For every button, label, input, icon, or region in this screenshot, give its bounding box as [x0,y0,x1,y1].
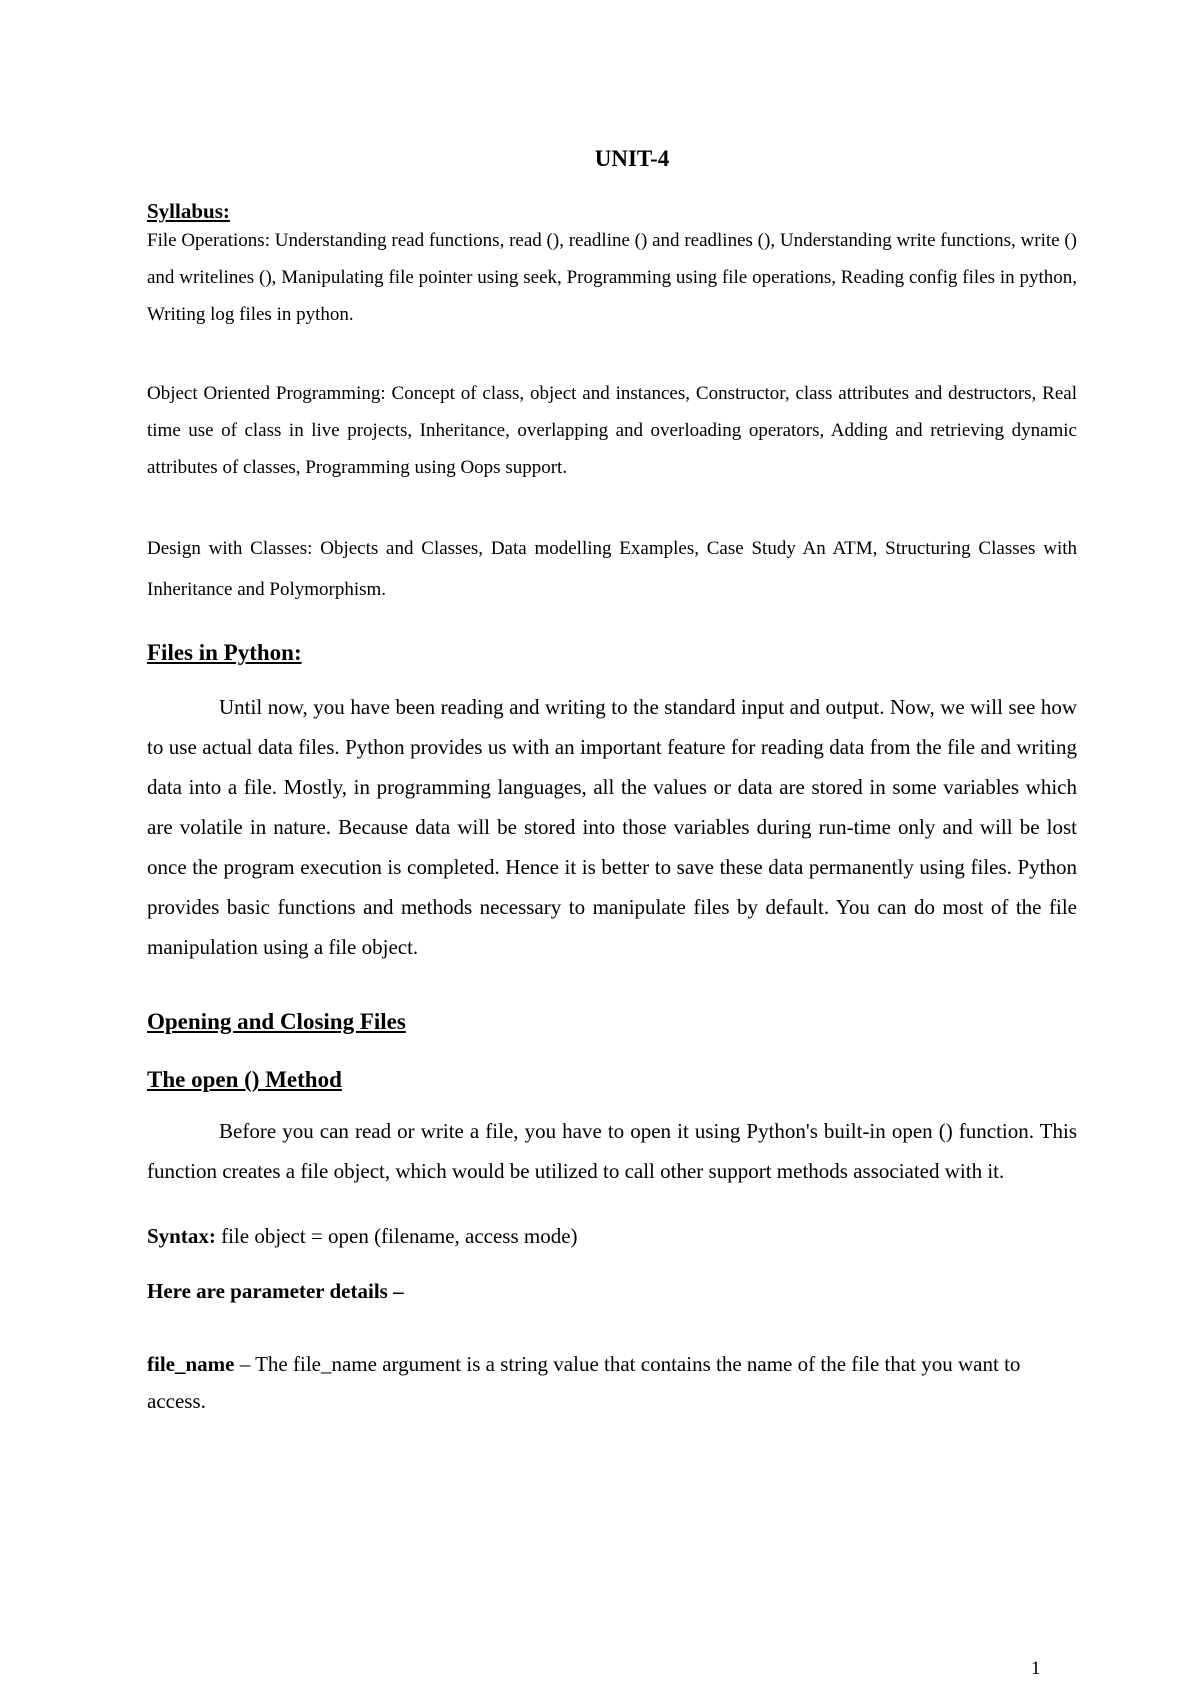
unit-title: UNIT-4 [594,146,670,171]
syntax-label: Syntax: [147,1224,216,1248]
open-method-paragraph: Before you can read or write a file, you have to open it using Python's built-in open () function. This function creates a file object, which would be utilized to call other support methods associated with it. [147,1119,1077,1183]
syllabus-design-classes: Design with Classes: Objects and Classes, Data modelling Examples, Case Study An ATM, Structuring Classes with Inheritance and Polymorphism. [147,538,1077,600]
page-number: 1 [1031,1658,1041,1679]
syntax-line [147,1221,1077,1251]
spacer [147,333,1077,375]
page-content [147,146,1077,1420]
syllabus-file-operations: File Operations: Understanding read functions, read (), readline () and readlines (), Understanding write functions, write () and writelines (), Manipulating file pointer using seek, Programming using file operations, Reading config files in python, Writing log files in python. [147,230,1077,325]
syntax-value: file object = open (filename, access mode) [215,1224,578,1248]
open-method-heading: The open () Method [147,1067,342,1092]
spacer [147,486,1077,528]
files-in-python-heading: Files in Python: [147,640,302,665]
file-name-description: – The file_name argument is a string value that contains the name of the file that you want to access. [147,1352,1021,1413]
parameter-details-heading: Here are parameter details – [147,1279,404,1303]
syllabus-oop: Object Oriented Programming: Concept of class, object and instances, Constructor, class attributes and destructors, Real time use of class in live projects, Inheritance, overlapping and overloading operators, Adding and retrieving dynamic attributes of classes, Programming using Oops support. [147,383,1077,478]
syllabus-heading: Syllabus: [147,199,230,223]
files-in-python-paragraph: Until now, you have been reading and writing to the standard input and output. Now, we will see how to use actual data files. Python provides us with an important feature for reading data from the file and writing data into a file. Mostly, in programming languages, all the values or data are stored in some variables which are volatile in nature. Because data will be stored into those variables during run-time only and will be lost once the program execution is completed. Hence it is better to save these data permanently using files. Python provides basic functions and methods necessary to manipulate files by default. You can do most of the file manipulation using a file object. [147,695,1077,959]
file-name-label: file_name [147,1352,235,1376]
file-name-parameter [147,1346,1077,1420]
opening-closing-heading: Opening and Closing Files [147,1009,406,1034]
